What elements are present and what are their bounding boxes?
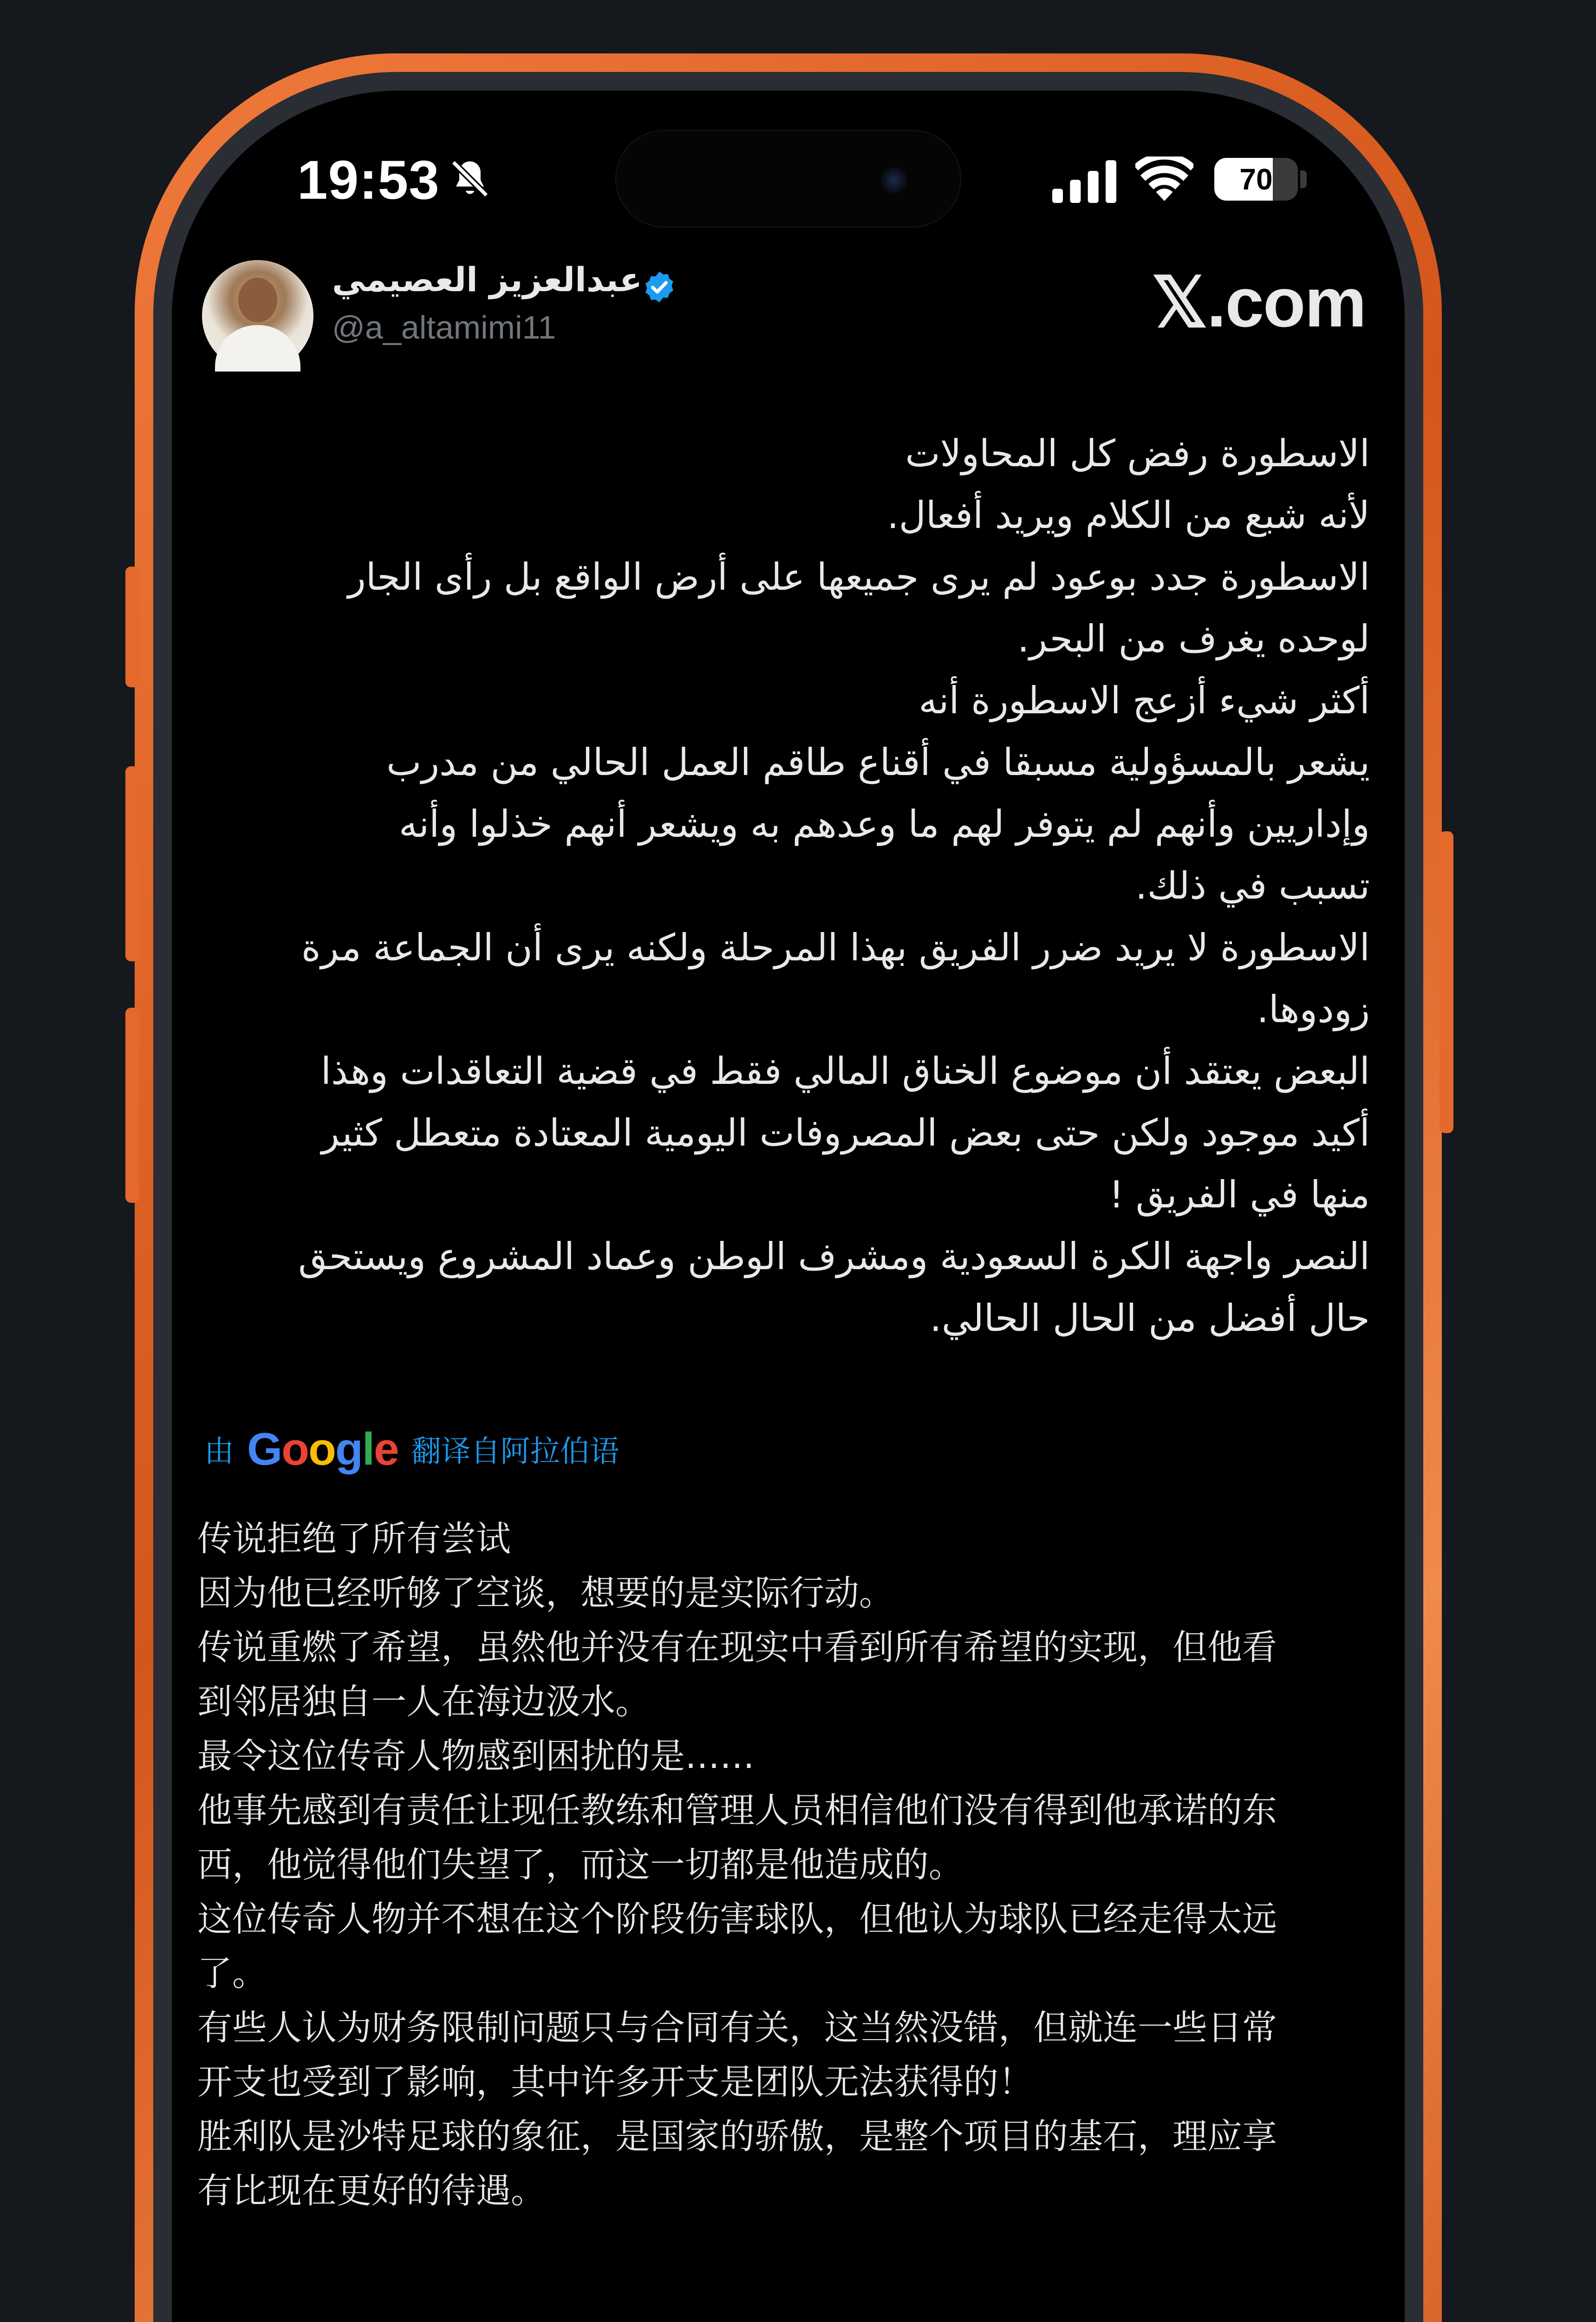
text-line: 这位传奇人物并不想在这个阶段伤害球队，但他认为球队已经走得太远 bbox=[197, 1898, 1277, 1939]
text-line: زودوها. bbox=[1257, 988, 1370, 1031]
text-line: 西，他觉得他们失望了，而这一切都是他造成的。 bbox=[197, 1844, 964, 1885]
text-line: 开支也受到了影响，其中许多开支是团队无法获得的！ bbox=[197, 2061, 1034, 2102]
text-line: 因为他已经听够了空谈，想要的是实际行动。 bbox=[197, 1572, 894, 1613]
text-line: البعض يعتقد أن موضوع الخناق المالي فقط في قضية التعاقدات وهذا bbox=[320, 1050, 1370, 1093]
translation-attribution bbox=[204, 1423, 619, 1474]
text-line: 他事先感到有责任让现任教练和管理人员相信他们没有得到他承诺的东 bbox=[197, 1790, 1277, 1831]
bell-slash-icon bbox=[447, 156, 493, 202]
x-com-logo: 𝕏.com bbox=[1152, 263, 1366, 341]
text-line: 传说重燃了希望，虽然他并没有在现实中看到所有希望的实现，但他看 bbox=[197, 1627, 1277, 1668]
battery-percentage: 70 bbox=[1239, 163, 1273, 196]
author-handle[interactable]: @a_altamimi11 bbox=[332, 309, 556, 346]
text-line: 到邻居独自一人在海边汲水。 bbox=[197, 1681, 651, 1722]
text-line: يشعر بالمسؤولية مسبقا في أقناع طاقم العمل الحالي من مدرب bbox=[386, 741, 1370, 784]
action-button bbox=[125, 567, 139, 687]
text-line: 有些人认为财务限制问题只与合同有关，这当然没错，但就连一些日常 bbox=[197, 2007, 1277, 2048]
text-line: 胜利队是沙特足球的象征，是国家的骄傲，是整个项目的基石，理应享 bbox=[197, 2116, 1277, 2157]
battery-icon bbox=[1214, 158, 1298, 201]
google-logo: Google bbox=[247, 1423, 398, 1474]
power-button bbox=[1440, 831, 1453, 1133]
text-line: 了。 bbox=[197, 1953, 267, 1994]
text-line: الاسطورة جدد بوعود لم يرى جميعها على أرض الواقع بل رأى الجار bbox=[348, 555, 1370, 599]
volume-up-button bbox=[125, 766, 139, 961]
avatar-body bbox=[215, 325, 300, 372]
text-line: النصر واجهة الكرة السعودية ومشرف الوطن وعماد المشروع ويستحق bbox=[298, 1235, 1370, 1278]
text-line: 有比现在更好的待遇。 bbox=[197, 2170, 546, 2211]
text-line: منها في الفريق ! bbox=[1109, 1173, 1370, 1216]
text-line: 传说拒绝了所有尝试 bbox=[197, 1518, 511, 1559]
translated-text bbox=[197, 1512, 1386, 2218]
text-line: الاسطورة لا يريد ضرر الفريق بهذا المرحلة ولكنه يرى أن الجماعة مرة bbox=[301, 926, 1370, 969]
text-line: أكيد موجود ولكن حتى بعض المصروفات اليومية المعتادة متعطل كثير bbox=[321, 1111, 1370, 1154]
text-line: وإداريين وأنهم لم يتوفر لهم ما وعدهم به ويشعر أنهم خذلوا وأنه bbox=[398, 802, 1370, 846]
dynamic-island bbox=[615, 130, 961, 228]
screen bbox=[172, 91, 1405, 2322]
verified-badge-icon bbox=[642, 269, 677, 305]
wifi-icon bbox=[1135, 157, 1193, 203]
tweet-text bbox=[200, 423, 1370, 1349]
signal-icon bbox=[1052, 160, 1117, 203]
avatar[interactable] bbox=[202, 260, 313, 372]
volume-down-button bbox=[125, 1008, 139, 1203]
front-camera bbox=[881, 167, 907, 193]
text-line: لأنه شبع من الكلام ويريد أفعال. bbox=[887, 494, 1370, 537]
text-line: 最令这位传奇人物感到困扰的是…… bbox=[197, 1735, 755, 1776]
text-line: لوحده يغرف من البحر. bbox=[1017, 617, 1370, 660]
author-name[interactable]: عبدالعزيز العصيمي bbox=[332, 260, 643, 299]
avatar-head bbox=[238, 278, 277, 322]
text-line: أكثر شيء أزعج الاسطورة أنه bbox=[919, 679, 1370, 722]
translation-prefix: 由 bbox=[204, 1435, 234, 1469]
status-time: 19:53 bbox=[297, 150, 440, 211]
battery-cap bbox=[1300, 170, 1307, 188]
text-line: الاسطورة رفض كل المحاولات bbox=[905, 432, 1370, 475]
text-line: حال أفضل من الحال الحالي. bbox=[930, 1297, 1370, 1340]
text-line: تسبب في ذلك. bbox=[1135, 864, 1370, 907]
translation-source-label[interactable]: 翻译自阿拉伯语 bbox=[411, 1435, 619, 1469]
